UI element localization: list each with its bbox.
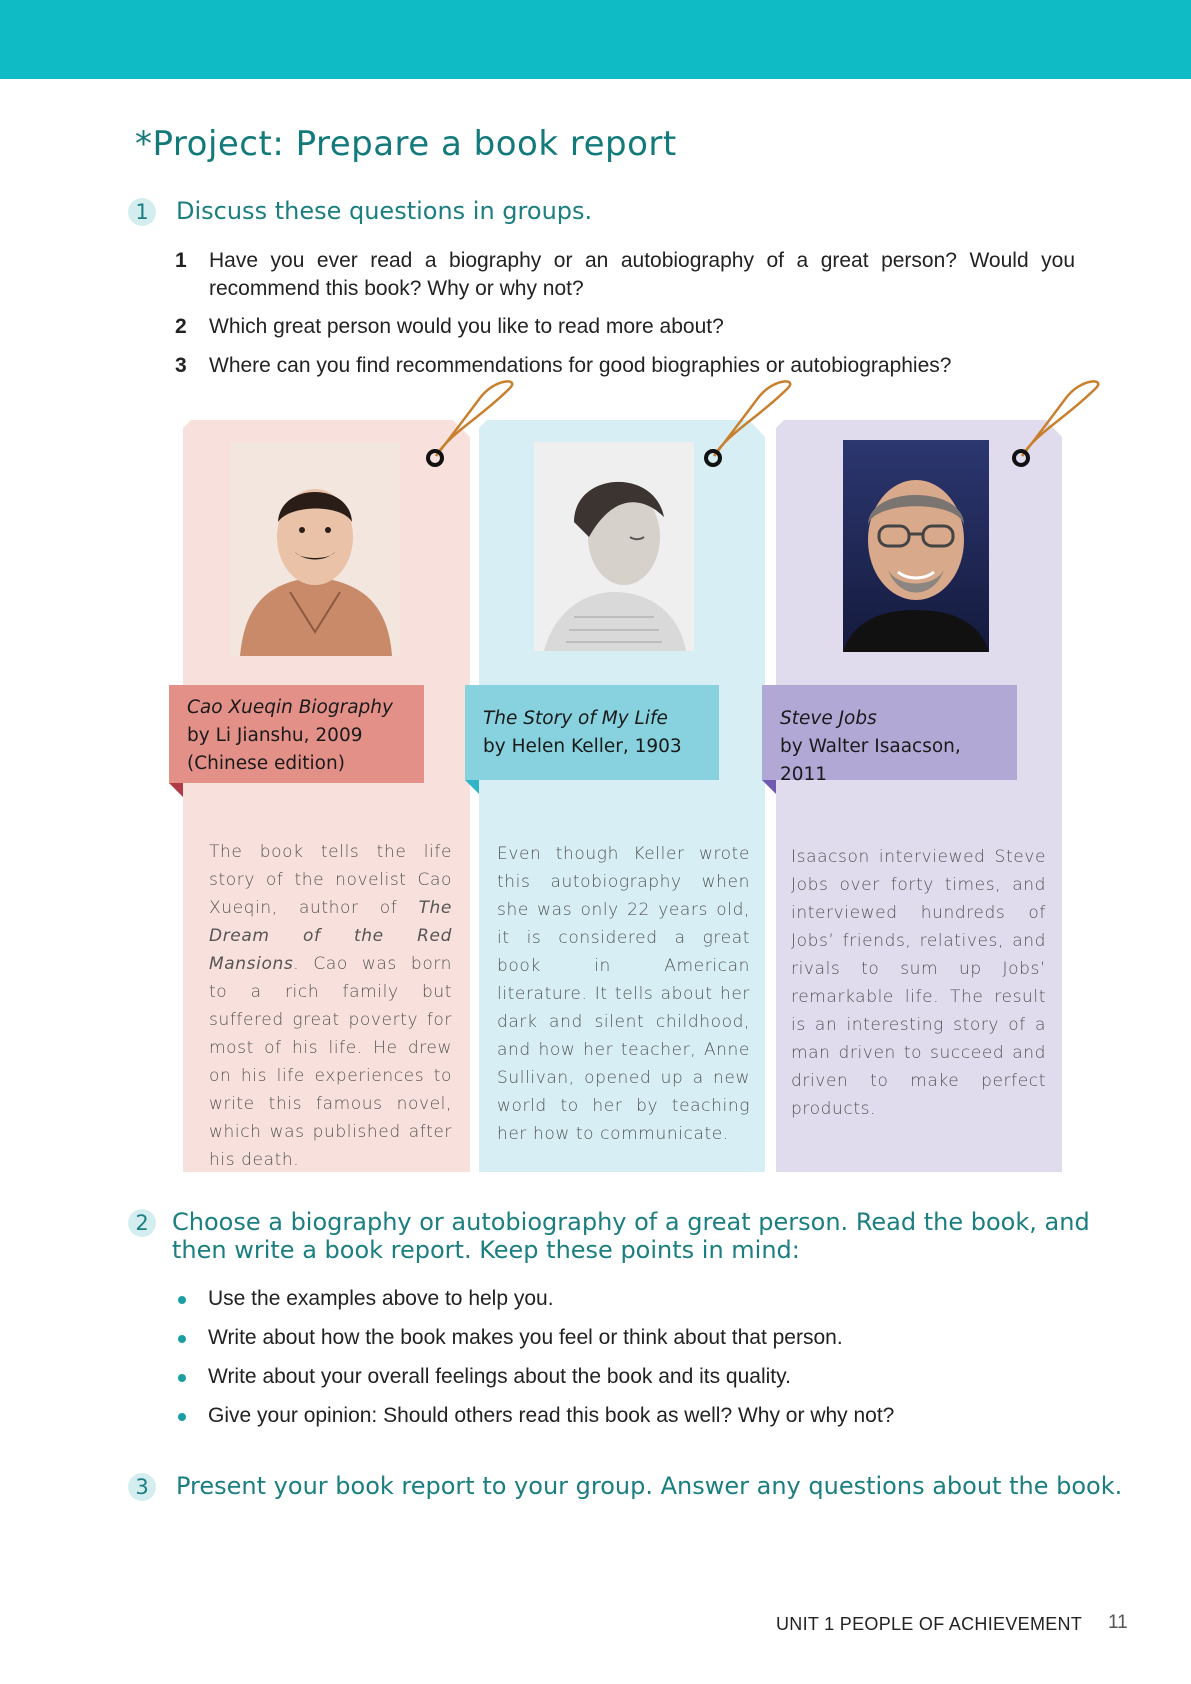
step-instruction: Choose a biography or autobiography of a great person. Read the book, and then write a book report. Keep these points in mind: xyxy=(172,1208,1090,1264)
book-edition-note: (Chinese edition) xyxy=(187,753,345,774)
book-description-keller: Even though Keller wrote this autobiography when she was only 22 years old, it is considered a great book in American literature. It tells about her dark and silent childhood, and how her teacher, Anne Sullivan, opened up a new world to her by teaching her how to communicate. xyxy=(497,844,750,1144)
page-number: 11 xyxy=(1108,1612,1128,1633)
book-byline: by Walter Isaacson, 2011 xyxy=(780,736,961,785)
question-text: Which great person would you like to read more about? xyxy=(209,315,724,338)
unit-footer: UNIT 1 PEOPLE OF ACHIEVEMENT xyxy=(776,1614,1083,1634)
step-number-badge: 1 xyxy=(128,198,156,226)
question-number: 2 xyxy=(175,315,187,338)
book-title: The Story of My Life xyxy=(483,708,668,729)
question-text: Where can you find recommendations for good biographies or autobiographies? xyxy=(209,354,952,377)
step-number-badge: 2 xyxy=(128,1209,156,1237)
step-instruction: Discuss these questions in groups. xyxy=(176,197,593,225)
question-text: Have you ever read a biography or an autobiography of a great person? Would you recommend this book? Why or why not? xyxy=(209,249,1075,300)
book-byline: by Helen Keller, 1903 xyxy=(483,736,682,757)
tag-string-icon xyxy=(420,378,530,470)
bullet-dot-icon xyxy=(178,1374,186,1382)
novel-title: The Dream of the Red Mansions xyxy=(209,898,452,974)
book-description-jobs: Isaacson interviewed Steve Jobs over forty times, and interviewed hundreds of Jobs’ friends, relatives, and rivals to sum up Jobs’ remarkable life. The result is an interesting story of a man driven to succeed and driven to make perfect products. xyxy=(791,847,1046,1119)
bullet-text: Write about your overall feelings about the book and its quality. xyxy=(208,1365,791,1388)
portrait-steve-jobs xyxy=(843,440,989,652)
book-description-cao: The book tells the life story of the novelist Cao Xueqin, author of The Dream of the Red Mansions. Cao was born to a rich family but suffered great poverty for most of his life. He drew on his life experiences to write this famous novel, which was published after his death. xyxy=(209,842,452,1170)
step-number-badge: 3 xyxy=(128,1473,156,1501)
question-number: 3 xyxy=(175,354,187,377)
top-color-bar xyxy=(0,0,1191,79)
tag-string-icon xyxy=(698,378,808,470)
bullet-text: Use the examples above to help you. xyxy=(208,1287,554,1310)
question-number: 1 xyxy=(175,249,187,272)
bullet-dot-icon xyxy=(178,1296,186,1304)
step-instruction: Present your book report to your group. Answer any questions about the book. xyxy=(176,1472,1123,1500)
book-title: Cao Xueqin Biography xyxy=(187,697,393,718)
book-label-jobs xyxy=(762,685,1017,785)
label-folds xyxy=(169,780,1069,800)
bullet-text: Write about how the book makes you feel or think about that person. xyxy=(208,1326,843,1349)
book-title: Steve Jobs xyxy=(780,708,877,729)
tag-string-icon xyxy=(1006,378,1116,470)
book-label-cao xyxy=(169,685,424,783)
portrait-cao-xueqin xyxy=(230,442,400,656)
page-title: *Project: Prepare a book report xyxy=(135,124,677,164)
bullet-text: Give your opinion: Should others read this book as well? Why or why not? xyxy=(208,1404,895,1427)
bullet-dot-icon xyxy=(178,1413,186,1421)
book-byline: by Li Jianshu, 2009 xyxy=(187,725,363,746)
portrait-helen-keller xyxy=(534,442,694,651)
book-label-keller xyxy=(465,685,719,780)
bullet-dot-icon xyxy=(178,1335,186,1343)
